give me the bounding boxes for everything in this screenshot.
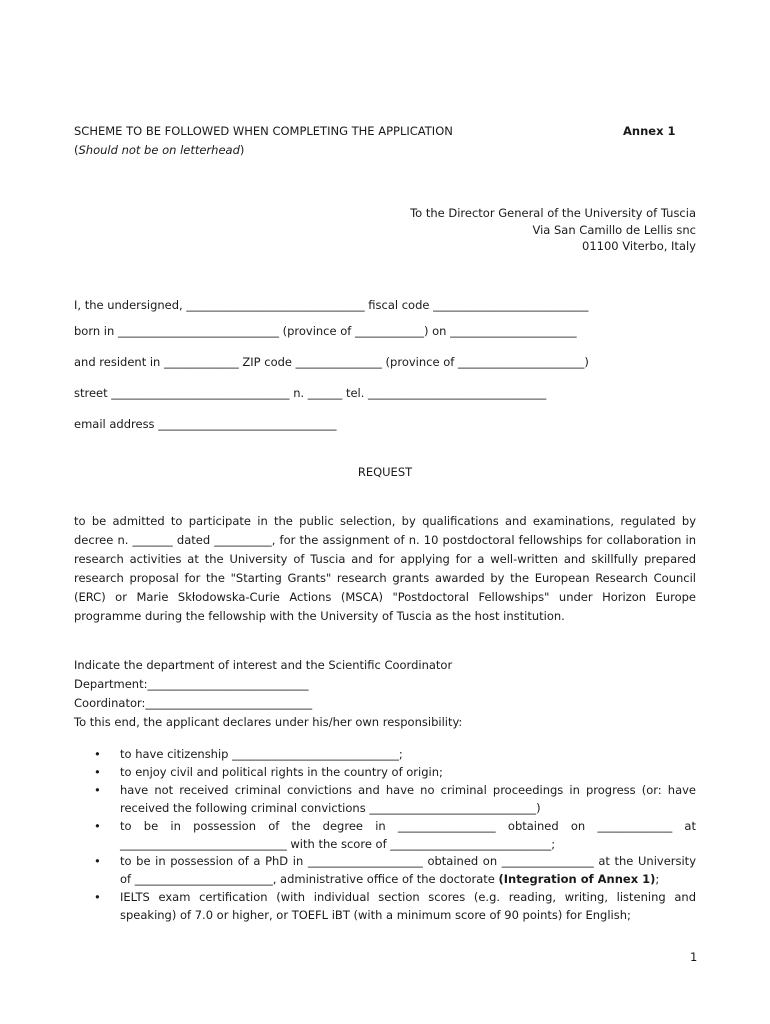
letterhead-note [74, 143, 244, 157]
declaration-degree[interactable] [74, 818, 696, 854]
declaration-text: to have citizenship _____________________________; [120, 747, 403, 761]
bullet-icon: • [94, 782, 101, 797]
request-body: to be admitted to participate in the public selection, by qualifications and examinations, regulated by decree n. _______ dated __________, for the assignment of n. 10 postdoctoral fellowships for collaboration in research activities at the University of Tuscia and for applying for a well-written and skillfully prepared research proposal for the "Starting Grants" research grants awarded by the European Research Council (ERC) or Marie Skłodowska-Curie Actions (MSCA) "Postdoctoral Fellowships" under Horizon Europe programme during the fellowship with the University of Tuscia as the host institution. [74, 514, 696, 623]
page-number: 1 [690, 950, 698, 964]
declaration-citizenship[interactable] [74, 746, 696, 764]
declaration-end: ; [655, 872, 660, 887]
bullet-icon: • [94, 890, 101, 905]
declaration-text: to be in possession of the degree in _________________ obtained on _____________ at _____________________________ with the score of ____________________________; [120, 818, 696, 851]
bullet-icon: • [94, 764, 101, 779]
address-line-1: To the Director General of the University of Tuscia [410, 206, 696, 220]
letterhead-italic: Should not be on letterhead [78, 143, 240, 157]
coordinator-field[interactable]: Coordinator:_____________________________ [74, 696, 313, 710]
declaration-text: to be in possession of a PhD in ____________________ obtained on ________________ at the University of ________________________, administrative office of the doctorate [120, 854, 696, 887]
request-heading: REQUEST [357, 465, 413, 479]
declaration-criminal[interactable] [74, 782, 696, 818]
email-field[interactable]: email address _______________________________ [74, 417, 337, 431]
declaration-civil-rights [74, 764, 696, 782]
undersigned-field[interactable]: I, the undersigned, _______________________________ fiscal code ___________________________ [74, 298, 589, 312]
recipient-address [410, 205, 696, 255]
address-line-2: Via San Camillo de Lellis snc [532, 222, 696, 237]
bullet-icon: • [94, 747, 101, 761]
declaration-language [74, 889, 696, 925]
declaration-text: to enjoy civil and political rights in the country of origin; [120, 764, 443, 779]
resident-field[interactable]: and resident in _____________ ZIP code _______________ (province of ______________________) [74, 355, 589, 369]
letterhead-close: ) [239, 143, 245, 157]
annex-label: Annex 1 [623, 124, 676, 138]
indicate-text: Indicate the department of interest and the Scientific Coordinator [74, 658, 453, 672]
declares-text: To this end, the applicant declares under his/her own responsibility: [74, 715, 463, 729]
department-field[interactable]: Department:____________________________ [74, 677, 309, 691]
scheme-title: SCHEME TO BE FOLLOWED WHEN COMPLETING THE APPLICATION [74, 124, 453, 138]
declarations-list [74, 746, 696, 925]
declaration-text: IELTS exam certification (with individual section scores (e.g. reading, writing, listening and speaking) of 7.0 or higher, or TOEFL iBT (with a minimum score of 90 points) for English; [120, 890, 696, 923]
bullet-icon: • [94, 854, 101, 869]
address-line-3: 01100 Viterbo, Italy [582, 239, 696, 253]
bullet-icon: • [94, 818, 101, 833]
annex-integration-ref: (Integration of Annex 1) [498, 872, 656, 887]
declaration-phd[interactable] [74, 853, 696, 889]
letterhead-open: ( [74, 143, 79, 157]
born-field[interactable]: born in ____________________________ (province of ____________) on ______________________ [74, 324, 577, 338]
street-field[interactable]: street _______________________________ n. ______ tel. _______________________________ [74, 386, 547, 400]
declaration-text: have not received criminal convictions and have no criminal proceedings in progress (or: have received the following criminal convictions _____________________________) [120, 782, 696, 815]
